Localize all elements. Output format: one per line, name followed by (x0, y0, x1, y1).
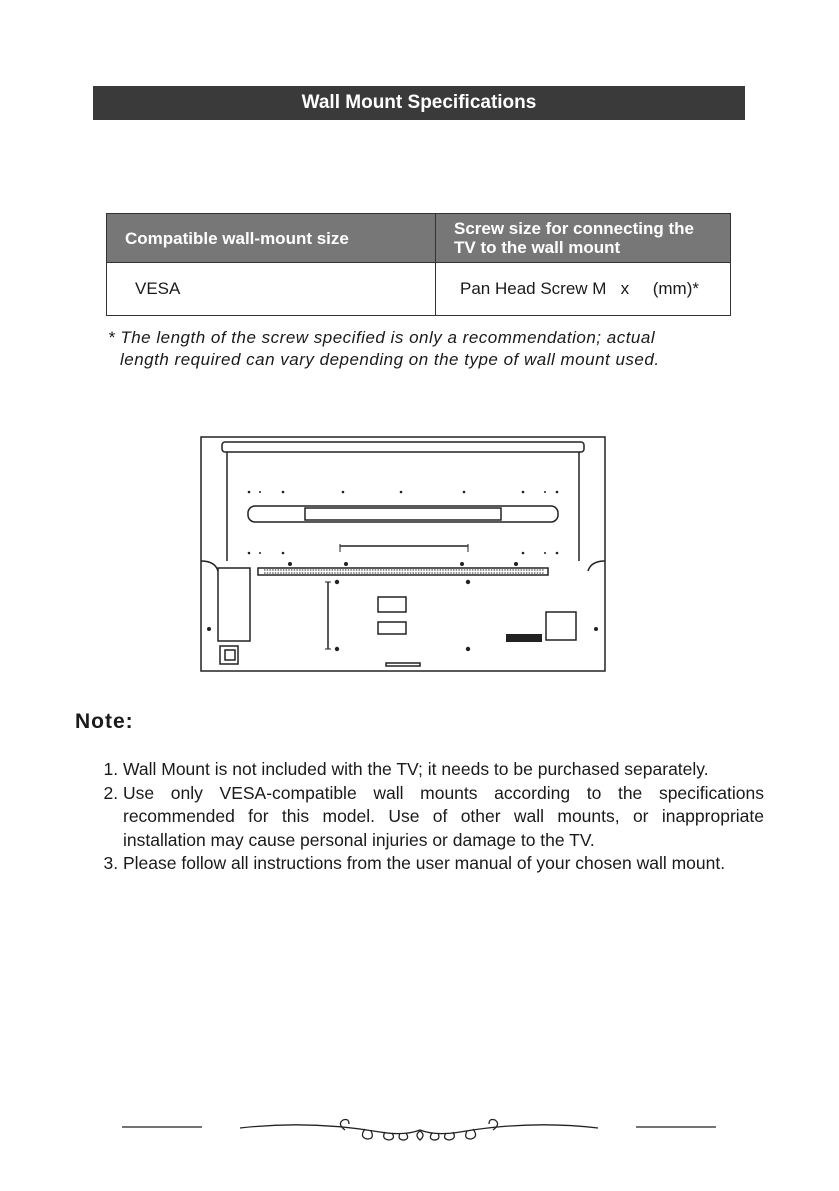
footer-ornament (120, 1116, 718, 1146)
header-screw-size: Screw size for connecting the TV to the wall mount (436, 214, 731, 263)
cell-vesa: VESA (107, 263, 436, 316)
decorative-scroll-ornament-icon (120, 1116, 718, 1146)
footnote-line-1: * The length of the screw specified is only a recommendation; actual (108, 328, 656, 347)
footnote (108, 327, 723, 371)
table-header-row (107, 214, 731, 263)
section-title: Wall Mount Specifications (93, 86, 745, 120)
list-item: 2. Use only VESA-compatible wall mounts according to the specifications recommended for this model. Use of other wall mounts, or inappropriate installation may cause personal injuries or damage to the TV. (123, 782, 764, 853)
table-row (107, 263, 731, 316)
tv-back-panel-diagram-icon (200, 436, 606, 674)
note-heading: Note: (75, 710, 134, 733)
note-list (90, 758, 764, 876)
list-item: 1. Wall Mount is not included with the TV; it needs to be purchased separately. (123, 758, 764, 782)
footnote-line-2: length required can vary depending on the type of wall mount used. (120, 350, 660, 369)
tv-back-diagram (200, 436, 606, 674)
spec-table (106, 213, 731, 316)
cell-screw: Pan Head Screw M x (mm)* (436, 263, 731, 316)
header-wall-mount-size: Compatible wall-mount size (107, 214, 436, 263)
list-item: 3. Please follow all instructions from the user manual of your chosen wall mount. (123, 852, 764, 876)
